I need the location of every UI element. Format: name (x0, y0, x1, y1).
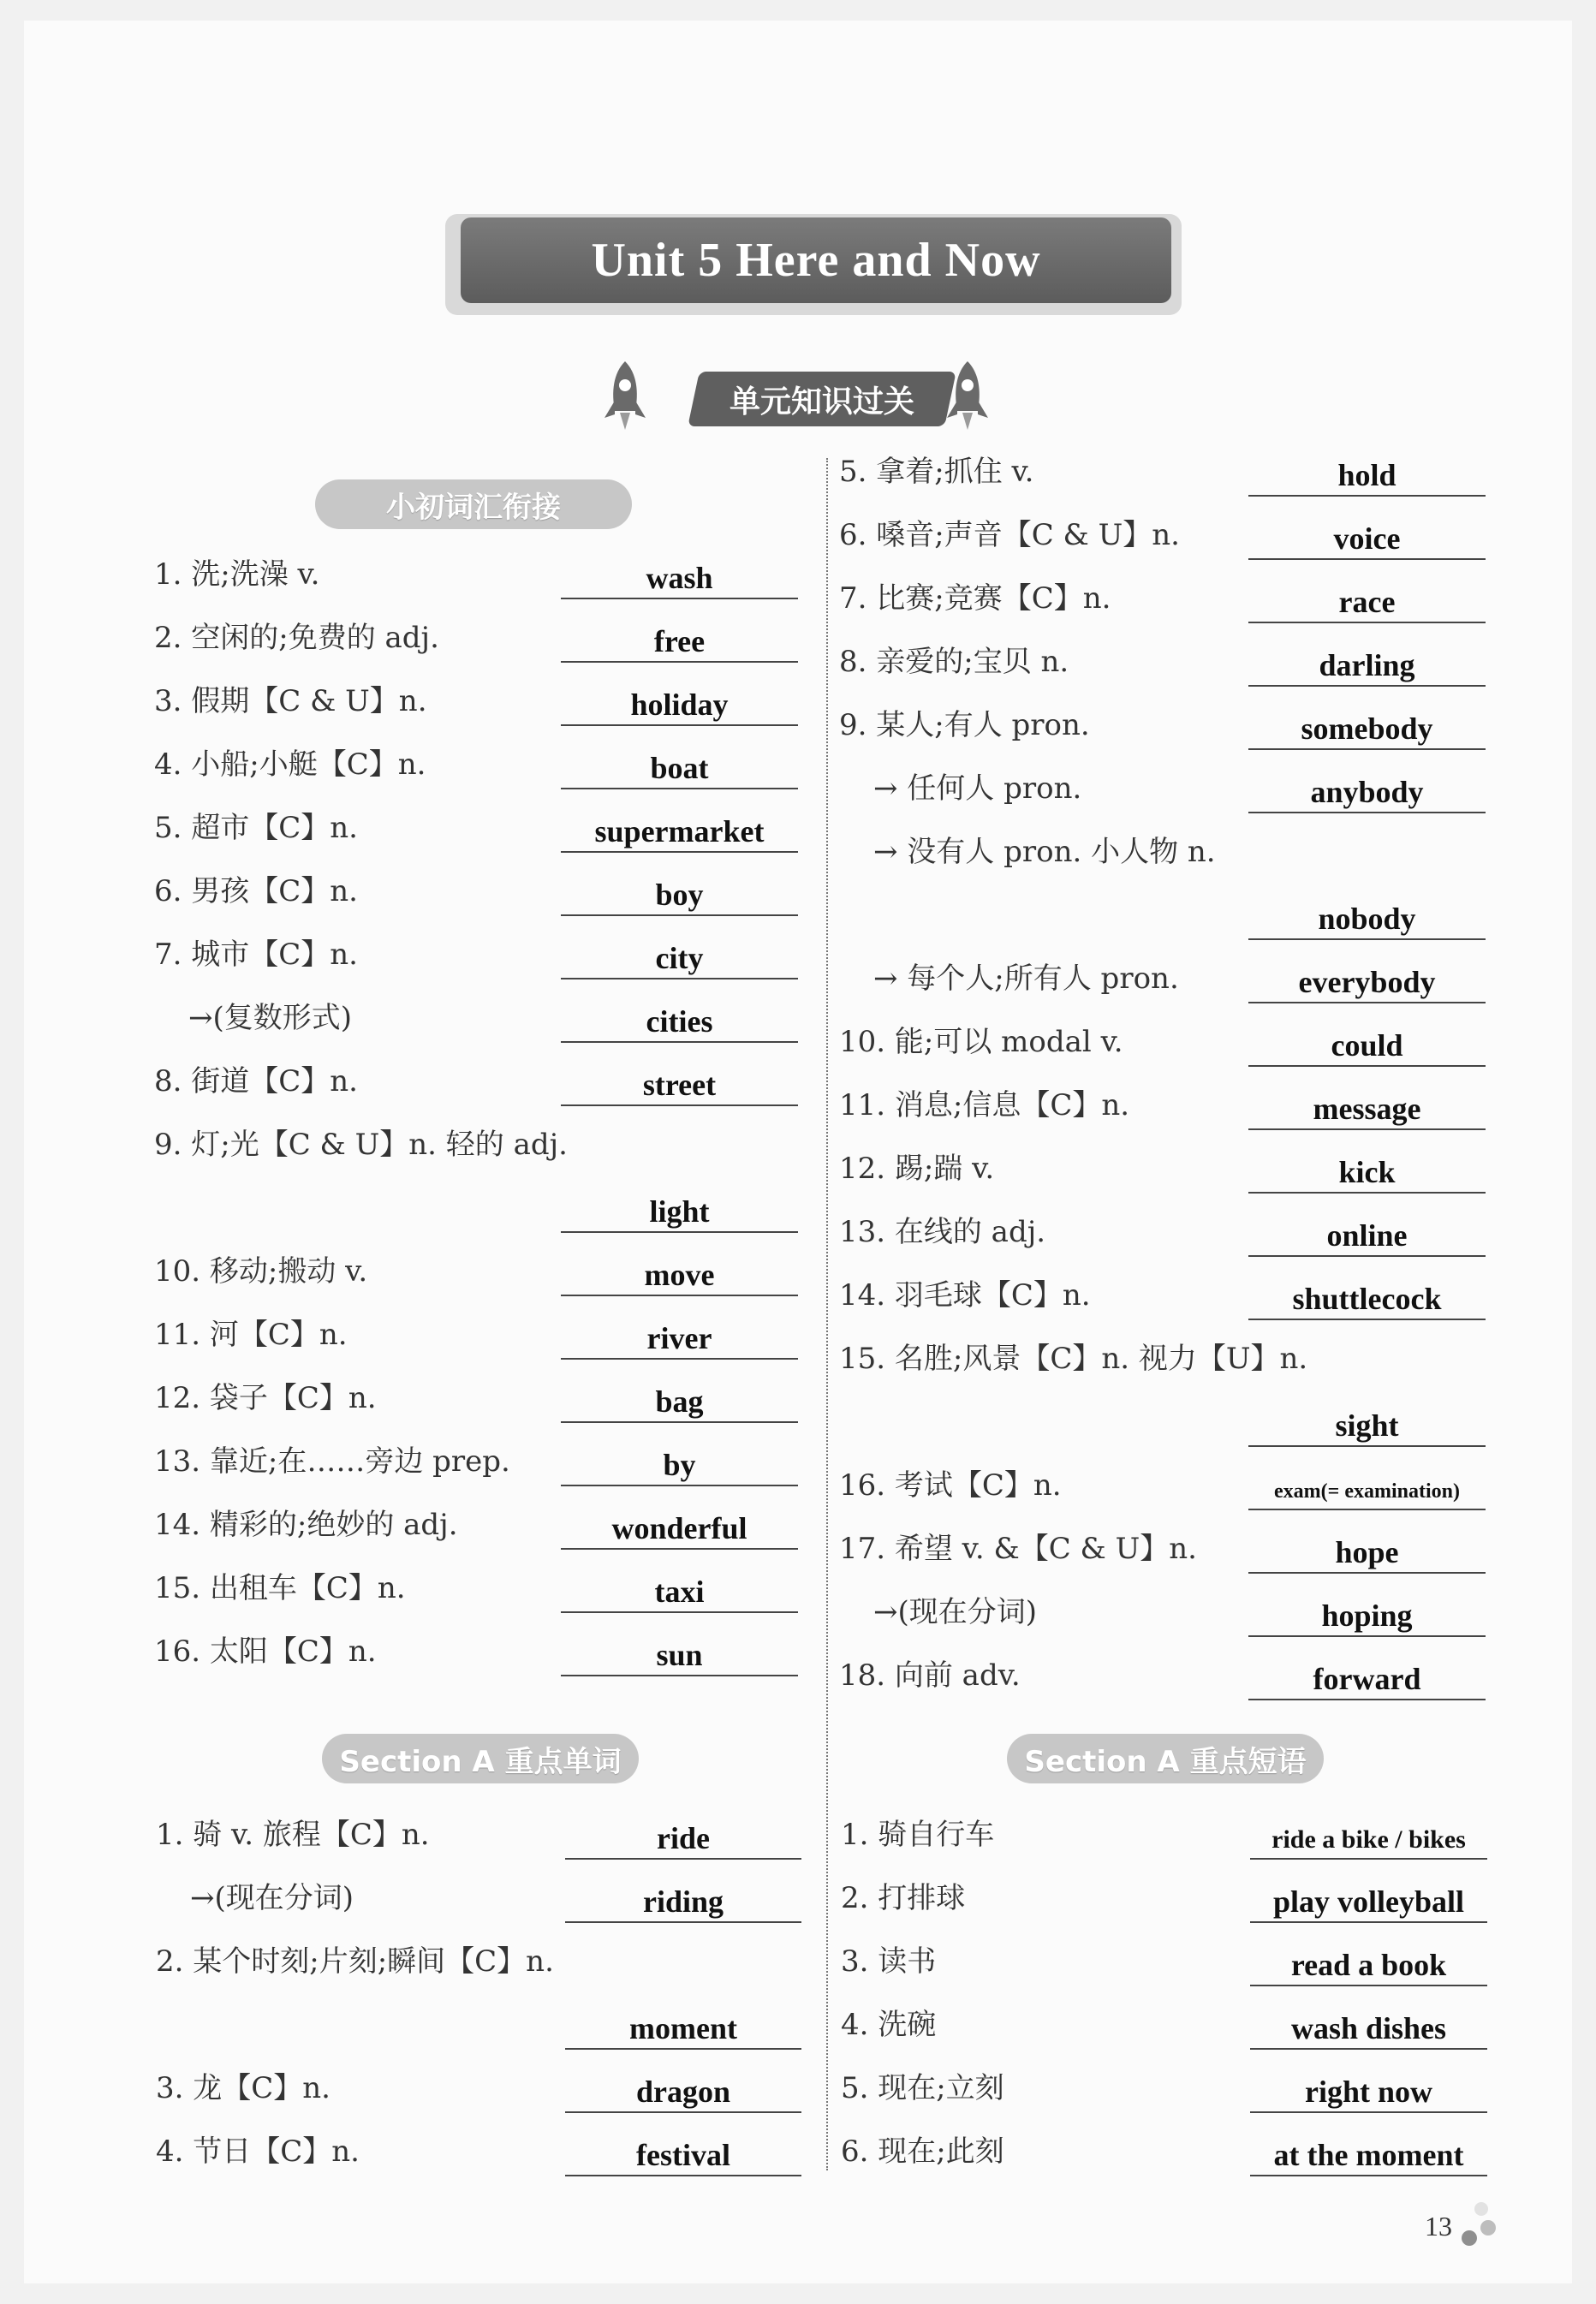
prompt: 3. 龙【C】n. (156, 2071, 331, 2105)
answer: race (1248, 575, 1486, 623)
phrase-row (841, 1872, 1487, 1923)
vocab-row (839, 1206, 1486, 1257)
prompt: 3. 假期【C & U】n. (154, 684, 427, 718)
vocab-row (839, 1649, 1486, 1700)
prompt: 2. 某个时刻;片刻;瞬间【C】n. (156, 1944, 554, 1979)
vocab-row (839, 445, 1486, 497)
answer: kick (1248, 1146, 1486, 1194)
prompt: 4. 洗碗 (841, 2008, 937, 2042)
prompt: 13. 靠近;在……旁边 prep. (154, 1444, 510, 1479)
vocab-row (839, 1586, 1486, 1637)
prompt: →(复数形式) (188, 1001, 353, 1035)
prompt: 17. 希望 v. &【C & U】n. (839, 1532, 1197, 1566)
answer: bag (561, 1375, 798, 1423)
prompt: 15. 名胜;风景【C】n. 视力【U】n. (839, 1342, 1308, 1376)
answer: wonderful (561, 1502, 798, 1550)
vocab-row (839, 1079, 1486, 1130)
phrase-row (841, 1808, 1487, 1860)
answer: river (561, 1312, 798, 1360)
vocab-row (839, 952, 1486, 1003)
prompt: 5. 超市【C】n. (154, 811, 358, 845)
prompt: 16. 太阳【C】n. (154, 1634, 377, 1669)
answer: wash (561, 551, 798, 599)
phrase-row (841, 1935, 1487, 1986)
prompt: 14. 精彩的;绝妙的 adj. (154, 1508, 458, 1542)
answer: online (1248, 1209, 1486, 1257)
answer: supermarket (561, 805, 798, 853)
prompt: 7. 比赛;竞赛【C】n. (839, 581, 1111, 616)
answer: play volleyball (1250, 1875, 1487, 1923)
answer: ride (565, 1812, 801, 1860)
prompt: 10. 能;可以 modal v. (839, 1025, 1123, 1059)
prompt: 4. 小船;小艇【C】n. (154, 747, 426, 782)
answer: darling (1248, 639, 1486, 687)
answer: hope (1248, 1526, 1486, 1574)
answer: anybody (1248, 765, 1486, 813)
prompt: 8. 亲爱的;宝贝 n. (839, 645, 1069, 679)
vocab-row (154, 928, 798, 979)
answer: sight (1248, 1399, 1486, 1447)
answer: boat (561, 741, 798, 789)
answer: voice (1248, 512, 1486, 560)
prompt: 1. 骑自行车 (841, 1818, 995, 1852)
word-row (156, 1998, 801, 2050)
unit-title: Unit 5 Here and Now (461, 217, 1171, 303)
vocab-row (839, 509, 1486, 560)
answer: ride a bike / bikes (1250, 1812, 1487, 1860)
rocket-icon (942, 358, 993, 433)
prompt: → 任何人 pron. (873, 771, 1082, 806)
answer: street (561, 1058, 798, 1106)
answer: at the moment (1250, 2128, 1487, 2176)
prompt: 1. 骑 v. 旅程【C】n. (156, 1818, 430, 1852)
word-row (156, 2125, 801, 2176)
answer: holiday (561, 678, 798, 726)
vocab-row (154, 1625, 798, 1676)
prompt: 9. 灯;光【C & U】n. 轻的 adj. (154, 1128, 568, 1162)
answer: city (561, 932, 798, 979)
vocab-row (839, 1142, 1486, 1194)
answer: shuttlecock (1248, 1272, 1486, 1320)
vocab-row (154, 1182, 798, 1233)
answer: cities (561, 995, 798, 1043)
answer: taxi (561, 1565, 798, 1613)
answer: dragon (565, 2065, 801, 2113)
answer: nobody (1248, 892, 1486, 940)
vocab-row (154, 1498, 798, 1550)
answer: wash dishes (1250, 2002, 1487, 2050)
vocab-row (154, 865, 798, 916)
vocab-row (839, 635, 1486, 687)
prompt: 2. 空闲的;免费的 adj. (154, 621, 439, 655)
vocab-row (839, 762, 1486, 813)
vocab-row (839, 1396, 1486, 1447)
prompt: 6. 男孩【C】n. (154, 874, 358, 908)
prompt: 18. 向前 adv. (839, 1658, 1021, 1693)
vocab-row (839, 889, 1486, 940)
prompt: 6. 现在;此刻 (841, 2134, 1004, 2169)
phrase-row (841, 2125, 1487, 2176)
answer: exam(= examination) (1248, 1462, 1486, 1510)
answer: right now (1250, 2065, 1487, 2113)
prompt: 13. 在线的 adj. (839, 1215, 1046, 1249)
prompt: 15. 出租车【C】n. (154, 1571, 406, 1605)
prompt: 1. 洗;洗澡 v. (154, 557, 320, 592)
hexagon-dots-icon (1447, 2200, 1498, 2252)
prompt: 11. 河【C】n. (154, 1318, 348, 1352)
prompt: 14. 羽毛球【C】n. (839, 1278, 1091, 1313)
prompt: → 没有人 pron. 小人物 n. (873, 835, 1216, 869)
prompt: 10. 移动;搬动 v. (154, 1254, 368, 1289)
prompt: 5. 拿着;抓住 v. (839, 455, 1034, 489)
answer: festival (565, 2128, 801, 2176)
words-header: Section A 重点单词 (322, 1734, 639, 1783)
vocab-row (839, 825, 1486, 877)
answer: forward (1248, 1652, 1486, 1700)
answer: somebody (1248, 702, 1486, 750)
prompt: 6. 嗓音;声音【C & U】n. (839, 518, 1180, 552)
section-header (599, 358, 993, 433)
vocab-row (154, 1372, 798, 1423)
vocab-row (154, 1435, 798, 1486)
vocab-row (839, 1459, 1486, 1510)
prompt: 9. 某人;有人 pron. (839, 708, 1090, 742)
prompt: 12. 踢;踹 v. (839, 1152, 995, 1186)
section-header-label: 单元知识过关 (729, 384, 914, 420)
answer: could (1248, 1019, 1486, 1067)
answer: light (561, 1185, 798, 1233)
prompt: 8. 街道【C】n. (154, 1064, 358, 1098)
vocab-row (839, 699, 1486, 750)
vocab-row (154, 1562, 798, 1613)
phrase-row (841, 1998, 1487, 2050)
phrases-header: Section A 重点短语 (1007, 1734, 1324, 1783)
vocab-row (154, 548, 798, 599)
prompt: →(现在分词) (873, 1595, 1038, 1629)
word-row (156, 1872, 801, 1923)
vocab-row (839, 1332, 1486, 1384)
answer: boy (561, 868, 798, 916)
answer: everybody (1248, 956, 1486, 1003)
prompt: 3. 读书 (841, 1944, 937, 1979)
vocab-row (839, 1522, 1486, 1574)
vocab-row (839, 1269, 1486, 1320)
answer: sun (561, 1628, 798, 1676)
prompt: 16. 考试【C】n. (839, 1468, 1062, 1503)
prompt: →(现在分词) (190, 1881, 354, 1915)
answer: hold (1248, 449, 1486, 497)
column-divider (826, 458, 828, 2170)
vocab-row (154, 801, 798, 853)
vocab-row (154, 1308, 798, 1360)
vocab-row (154, 675, 798, 726)
vocab-row (839, 1015, 1486, 1067)
rocket-icon (599, 358, 651, 433)
phrase-row (841, 2062, 1487, 2113)
prompt: 4. 节日【C】n. (156, 2134, 360, 2169)
answer: hoping (1248, 1589, 1486, 1637)
vocab-row (154, 738, 798, 789)
answer: moment (565, 2002, 801, 2050)
prompt: 7. 城市【C】n. (154, 938, 358, 972)
answer: riding (565, 1875, 801, 1923)
answer: by (561, 1438, 798, 1486)
answer: read a book (1250, 1938, 1487, 1986)
page-number: 13 (1425, 2211, 1452, 2241)
word-row (156, 1935, 801, 1986)
vocab-row (154, 991, 798, 1043)
vocab-row (839, 572, 1486, 623)
prompt: → 每个人;所有人 pron. (873, 961, 1179, 996)
vocab-row (154, 1118, 798, 1170)
prompt: 2. 打排球 (841, 1881, 966, 1915)
vocab-header: 小初词汇衔接 (315, 479, 632, 529)
answer: free (561, 615, 798, 663)
vocab-row (154, 1055, 798, 1106)
prompt: 11. 消息;信息【C】n. (839, 1088, 1130, 1122)
vocab-row (154, 611, 798, 663)
vocab-row (154, 1245, 798, 1296)
word-row (156, 1808, 801, 1860)
word-row (156, 2062, 801, 2113)
answer: message (1248, 1082, 1486, 1130)
answer: move (561, 1248, 798, 1296)
prompt: 12. 袋子【C】n. (154, 1381, 377, 1415)
prompt: 5. 现在;立刻 (841, 2071, 1004, 2105)
